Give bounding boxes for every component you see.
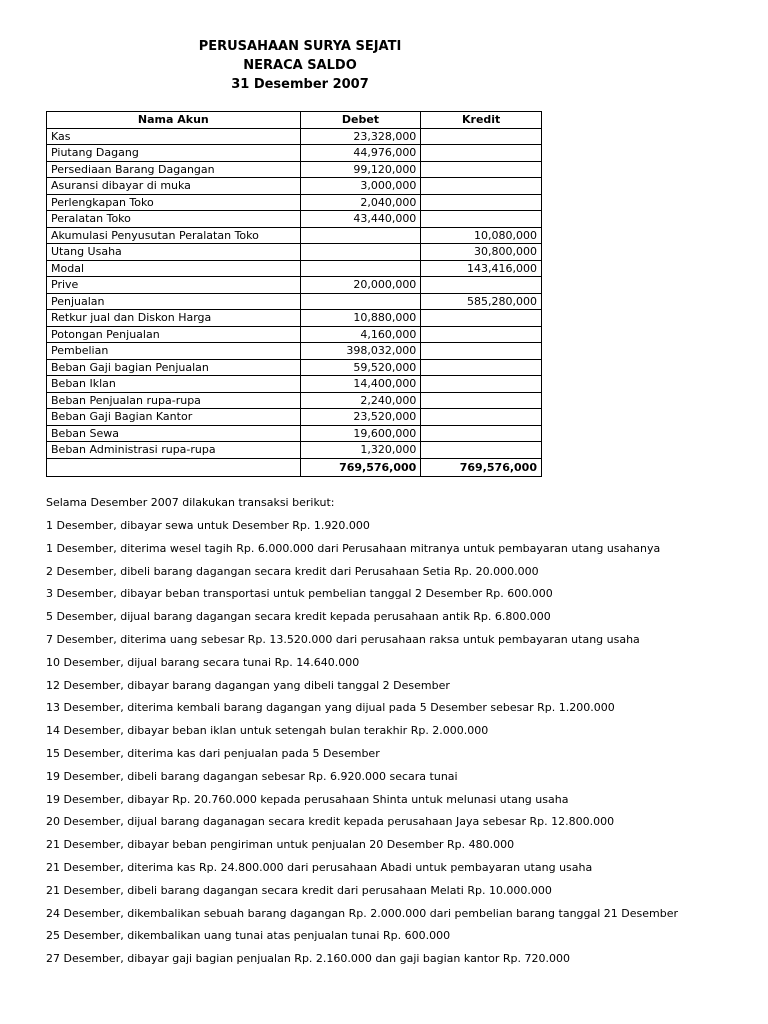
transaction-item: 27 Desember, dibayar gaji bagian penjualan Rp. 2.160.000 dan gaji bagian kantor Rp. 720.000 bbox=[46, 952, 570, 966]
account-name-cell: Akumulasi Penyusutan Peralatan Toko bbox=[47, 227, 301, 244]
table-row bbox=[47, 359, 542, 376]
transaction-item: 21 Desember, diterima kas Rp. 24.800.000 dari perusahaan Abadi untuk pembayaran utang usaha bbox=[46, 860, 593, 874]
kredit-cell: 10,080,000 bbox=[421, 227, 542, 244]
total-label-cell bbox=[47, 458, 301, 476]
kredit-cell: 143,416,000 bbox=[421, 260, 542, 277]
debet-cell bbox=[300, 244, 421, 261]
report-date: 31 Desember 2007 bbox=[231, 77, 369, 92]
table-row bbox=[47, 425, 542, 442]
kredit-cell bbox=[421, 194, 542, 211]
transaction-item: 1 Desember, dibayar sewa untuk Desember Rp. 1.920.000 bbox=[46, 519, 370, 532]
debet-cell: 1,320,000 bbox=[300, 442, 421, 459]
column-header-kredit: Kredit bbox=[421, 112, 542, 129]
kredit-cell bbox=[421, 442, 542, 459]
kredit-cell bbox=[421, 359, 542, 376]
transaction-item: 13 Desember, diterima kembali barang dagangan yang dijual pada 5 Desember sebesar Rp. 1.200.000 bbox=[46, 701, 615, 715]
transaction-item: 2 Desember, dibeli barang dagangan secara kredit dari Perusahaan Setia Rp. 20.000.000 bbox=[46, 564, 539, 578]
account-name-cell: Prive bbox=[47, 277, 301, 294]
account-name-cell: Perlengkapan Toko bbox=[47, 194, 301, 211]
debet-cell: 14,400,000 bbox=[300, 376, 421, 393]
kredit-cell bbox=[421, 277, 542, 294]
table-header-row bbox=[47, 112, 542, 129]
account-name-cell: Modal bbox=[47, 260, 301, 277]
debet-cell: 20,000,000 bbox=[300, 277, 421, 294]
transaction-list bbox=[46, 518, 678, 974]
kredit-cell bbox=[421, 128, 542, 145]
trial-balance-table bbox=[46, 111, 542, 477]
table-row bbox=[47, 211, 542, 228]
debet-cell: 2,240,000 bbox=[300, 392, 421, 409]
table-row bbox=[47, 244, 542, 261]
kredit-cell bbox=[421, 211, 542, 228]
table-row bbox=[47, 227, 542, 244]
total-debet: 769,576,000 bbox=[300, 458, 421, 476]
account-name-cell: Pembelian bbox=[47, 343, 301, 360]
transaction-item: 19 Desember, dibayar Rp. 20.760.000 kepada perusahaan Shinta untuk melunasi utang usaha bbox=[46, 792, 569, 806]
kredit-cell bbox=[421, 310, 542, 327]
transaction-item: 21 Desember, dibeli barang dagangan secara kredit dari perusahaan Melati Rp. 10.000.000 bbox=[46, 883, 552, 897]
account-name-cell: Asuransi dibayar di muka bbox=[47, 178, 301, 195]
transaction-item: 19 Desember, dibeli barang dagangan sebesar Rp. 6.920.000 secara tunai bbox=[46, 769, 458, 783]
kredit-cell bbox=[421, 409, 542, 426]
kredit-cell bbox=[421, 343, 542, 360]
table-row bbox=[47, 293, 542, 310]
transaction-item: 12 Desember, dibayar barang dagangan yang dibeli tanggal 2 Desember bbox=[46, 678, 450, 692]
total-row bbox=[47, 458, 542, 476]
kredit-cell bbox=[421, 145, 542, 162]
transaction-item: 10 Desember, dijual barang secara tunai Rp. 14.640.000 bbox=[46, 655, 360, 669]
account-name-cell: Persediaan Barang Dagangan bbox=[47, 161, 301, 178]
debet-cell: 10,880,000 bbox=[300, 310, 421, 327]
account-name-cell: Beban Sewa bbox=[47, 425, 301, 442]
debet-cell: 59,520,000 bbox=[300, 359, 421, 376]
account-name-cell: Beban Penjualan rupa-rupa bbox=[47, 392, 301, 409]
column-header-account: Nama Akun bbox=[47, 112, 301, 129]
account-name-cell: Beban Gaji bagian Penjualan bbox=[47, 359, 301, 376]
debet-cell: 99,120,000 bbox=[300, 161, 421, 178]
total-kredit: 769,576,000 bbox=[421, 458, 542, 476]
transactions-intro: Selama Desember 2007 dilakukan transaksi berikut: bbox=[46, 496, 335, 509]
kredit-cell bbox=[421, 392, 542, 409]
kredit-cell bbox=[421, 376, 542, 393]
kredit-cell bbox=[421, 178, 542, 195]
debet-cell: 398,032,000 bbox=[300, 343, 421, 360]
kredit-cell: 30,800,000 bbox=[421, 244, 542, 261]
debet-cell bbox=[300, 260, 421, 277]
table-row bbox=[47, 326, 542, 343]
kredit-cell bbox=[421, 425, 542, 442]
account-name-cell: Piutang Dagang bbox=[47, 145, 301, 162]
debet-cell: 3,000,000 bbox=[300, 178, 421, 195]
column-header-debet: Debet bbox=[300, 112, 421, 129]
debet-cell: 23,328,000 bbox=[300, 128, 421, 145]
table-row bbox=[47, 128, 542, 145]
transaction-item: 15 Desember, diterima kas dari penjualan pada 5 Desember bbox=[46, 746, 380, 760]
account-name-cell: Kas bbox=[47, 128, 301, 145]
table-row bbox=[47, 260, 542, 277]
table-row bbox=[47, 376, 542, 393]
table-row bbox=[47, 343, 542, 360]
transaction-item: 20 Desember, dijual barang daganagan secara kredit kepada perusahaan Jaya sebesar Rp. 12.800.000 bbox=[46, 815, 615, 829]
debet-cell: 43,440,000 bbox=[300, 211, 421, 228]
table-row bbox=[47, 310, 542, 327]
debet-cell: 23,520,000 bbox=[300, 409, 421, 426]
account-name-cell: Beban Administrasi rupa-rupa bbox=[47, 442, 301, 459]
table-row bbox=[47, 409, 542, 426]
kredit-cell bbox=[421, 326, 542, 343]
transaction-item: 24 Desember, dikembalikan sebuah barang dagangan Rp. 2.000.000 dari pembelian barang tanggal 21 Desember bbox=[46, 906, 679, 920]
table-row bbox=[47, 178, 542, 195]
table-row bbox=[47, 161, 542, 178]
table-row bbox=[47, 277, 542, 294]
account-name-cell: Penjualan bbox=[47, 293, 301, 310]
transaction-item: 3 Desember, dibayar beban transportasi untuk pembelian tanggal 2 Desember Rp. 600.000 bbox=[46, 587, 553, 601]
account-name-cell: Beban Gaji Bagian Kantor bbox=[47, 409, 301, 426]
debet-cell: 4,160,000 bbox=[300, 326, 421, 343]
table-row bbox=[47, 442, 542, 459]
debet-cell bbox=[300, 293, 421, 310]
debet-cell: 19,600,000 bbox=[300, 425, 421, 442]
company-title: PERUSAHAAN SURYA SEJATI bbox=[198, 39, 402, 54]
account-name-cell: Peralatan Toko bbox=[47, 211, 301, 228]
transaction-item: 14 Desember, dibayar beban iklan untuk setengah bulan terakhir Rp. 2.000.000 bbox=[46, 724, 489, 738]
debet-cell: 2,040,000 bbox=[300, 194, 421, 211]
account-name-cell: Beban Iklan bbox=[47, 376, 301, 393]
debet-cell: 44,976,000 bbox=[300, 145, 421, 162]
transaction-item: 1 Desember, diterima wesel tagih Rp. 6.000.000 dari Perusahaan mitranya untuk pembayaran utang usahanya bbox=[46, 541, 661, 555]
transaction-item: 5 Desember, dijual barang dagangan secara kredit kepada perusahaan antik Rp. 6.800.000 bbox=[46, 610, 551, 624]
debet-cell bbox=[300, 227, 421, 244]
report-title: NERACA SALDO bbox=[243, 58, 357, 73]
transaction-item: 7 Desember, diterima uang sebesar Rp. 13.520.000 dari perusahaan raksa untuk pembayaran utang usaha bbox=[46, 632, 640, 646]
table-row bbox=[47, 194, 542, 211]
transaction-item: 25 Desember, dikembalikan uang tunai atas penjualan tunai Rp. 600.000 bbox=[46, 929, 451, 943]
kredit-cell: 585,280,000 bbox=[421, 293, 542, 310]
table-row bbox=[47, 392, 542, 409]
kredit-cell bbox=[421, 161, 542, 178]
account-name-cell: Potongan Penjualan bbox=[47, 326, 301, 343]
account-name-cell: Utang Usaha bbox=[47, 244, 301, 261]
transaction-item: 21 Desember, dibayar beban pengiriman untuk penjualan 20 Desember Rp. 480.000 bbox=[46, 838, 515, 852]
table-row bbox=[47, 145, 542, 162]
account-name-cell: Retkur jual dan Diskon Harga bbox=[47, 310, 301, 327]
